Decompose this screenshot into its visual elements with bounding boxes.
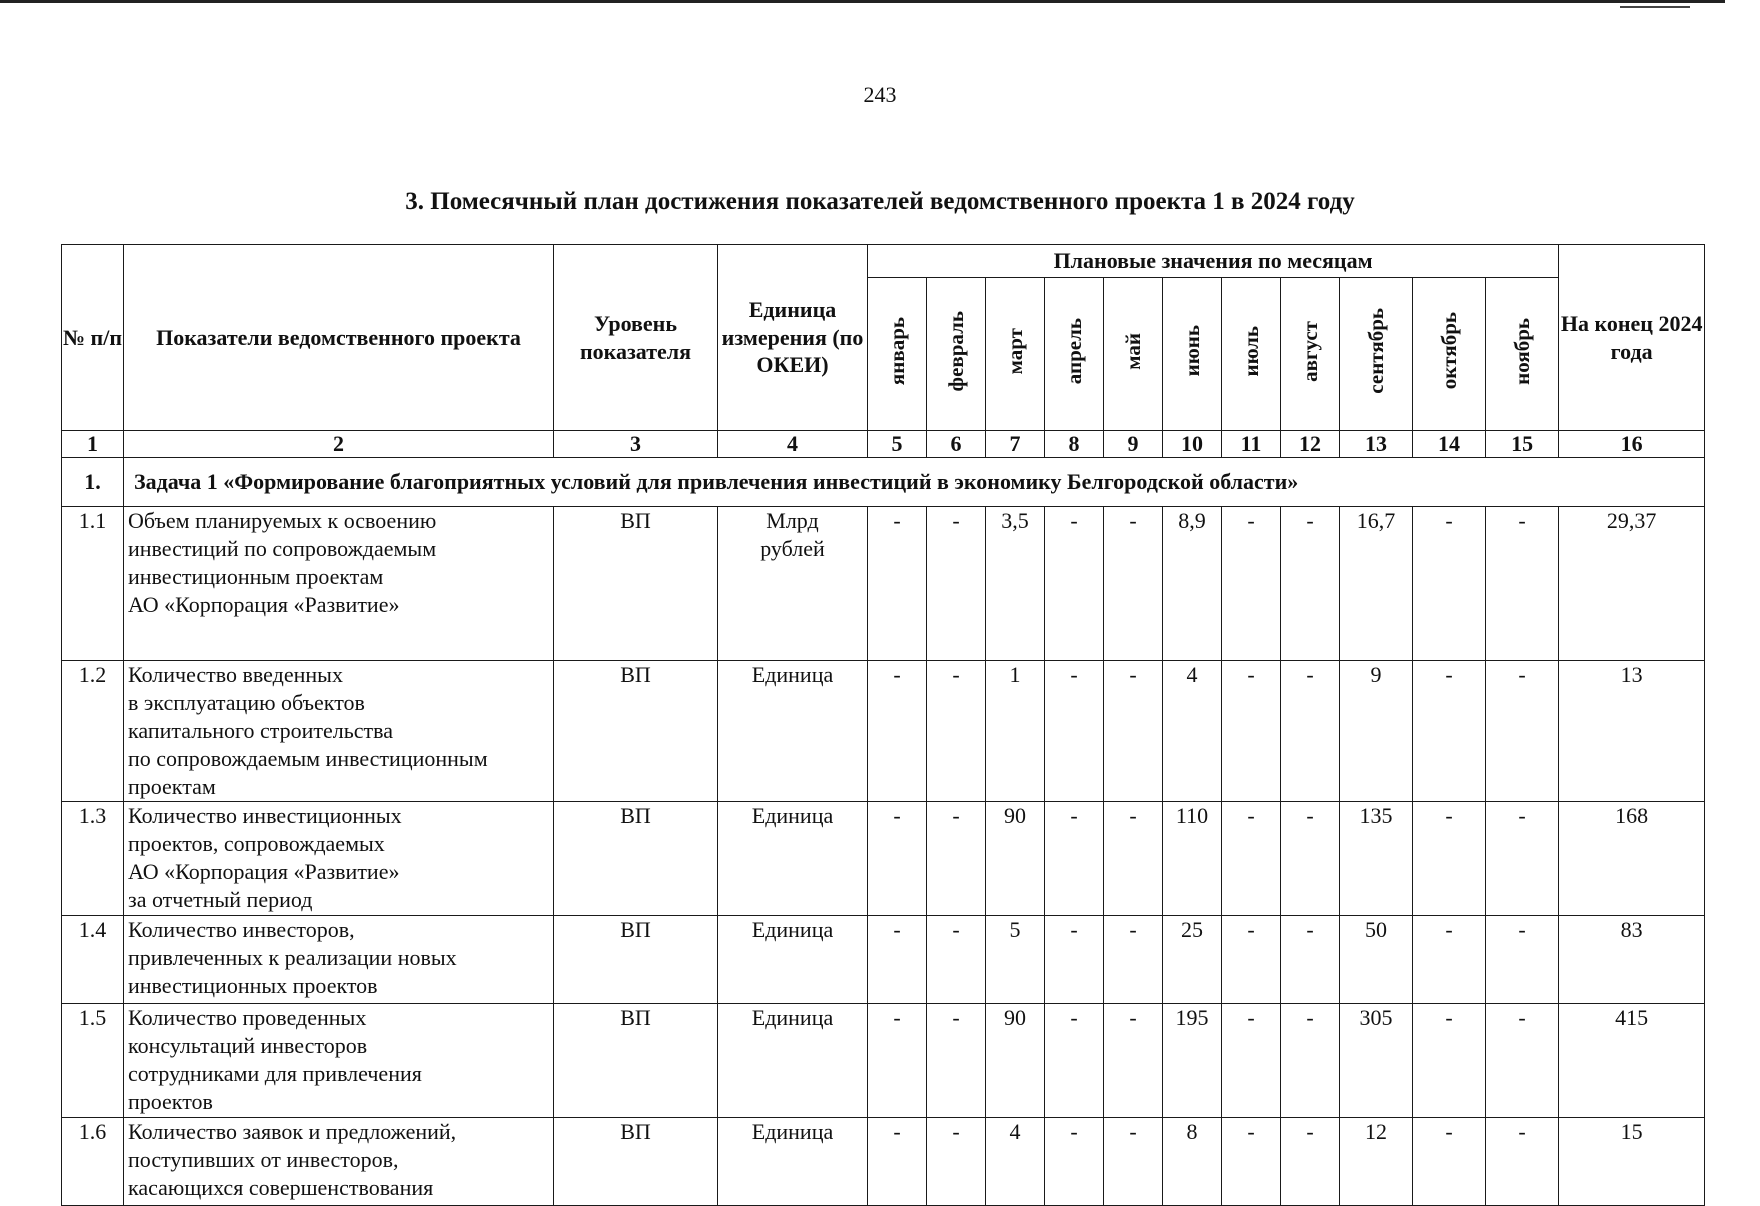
month-value: -	[1104, 802, 1163, 916]
indicator-name-line: в эксплуатацию объектов	[128, 690, 365, 715]
year-end-value: 15	[1559, 1118, 1705, 1206]
unit-line: Млрд	[766, 508, 819, 533]
month-value: 90	[986, 802, 1045, 916]
indicator-name-line: Объем планируемых к освоению	[128, 508, 437, 533]
month-value: -	[868, 507, 927, 661]
column-number: 14	[1413, 431, 1486, 458]
month-value: -	[1104, 507, 1163, 661]
month-value: -	[927, 507, 986, 661]
column-number: 12	[1281, 431, 1340, 458]
indicator-name-line: инвестиционных проектов	[128, 973, 378, 998]
unit-line: Единица	[751, 803, 834, 828]
task-number: 1.	[62, 458, 124, 507]
month-value: -	[1104, 661, 1163, 802]
header-unit: Единица измерения (по ОКЕИ)	[718, 245, 868, 431]
header-month-label: июль	[1238, 325, 1263, 377]
indicator-level: ВП	[554, 802, 718, 916]
month-value: -	[927, 802, 986, 916]
table-row	[62, 661, 1705, 802]
unit	[718, 802, 868, 916]
month-value: -	[868, 802, 927, 916]
unit-line: Единица	[751, 1005, 834, 1030]
year-end-value: 168	[1559, 802, 1705, 916]
indicator-name-line: проектам	[128, 774, 216, 799]
indicator-level: ВП	[554, 661, 718, 802]
table-row	[62, 1118, 1705, 1206]
table-row	[62, 1004, 1705, 1118]
month-value: -	[1486, 1118, 1559, 1206]
header-month	[868, 278, 927, 431]
month-value: -	[1222, 661, 1281, 802]
top-scan-rule	[0, 0, 1725, 3]
month-value: 135	[1340, 802, 1413, 916]
indicator-name	[124, 1004, 554, 1118]
row-number: 1.4	[62, 916, 124, 1004]
header-month	[1413, 278, 1486, 431]
month-value: 8	[1163, 1118, 1222, 1206]
month-value: -	[1045, 661, 1104, 802]
indicator-name	[124, 802, 554, 916]
month-value: -	[1045, 916, 1104, 1004]
indicator-name-line: привлеченных к реализации новых	[128, 945, 457, 970]
column-number: 6	[927, 431, 986, 458]
year-end-value: 29,37	[1559, 507, 1705, 661]
column-number: 9	[1104, 431, 1163, 458]
table-row	[62, 916, 1705, 1004]
month-value: -	[1281, 916, 1340, 1004]
indicator-name-line: Количество проведенных	[128, 1005, 367, 1030]
month-value: -	[1045, 507, 1104, 661]
month-value: -	[1104, 1004, 1163, 1118]
year-end-value: 83	[1559, 916, 1705, 1004]
indicator-name-line: капитального строительства	[128, 718, 394, 743]
table-row	[62, 507, 1705, 661]
unit	[718, 1004, 868, 1118]
header-month	[1163, 278, 1222, 431]
indicator-name-line: поступивших от инвесторов,	[128, 1147, 399, 1172]
month-value: -	[868, 916, 927, 1004]
indicator-name-line: инвестиций по сопровождаемым	[128, 536, 437, 561]
page-number: 243	[863, 82, 897, 107]
month-value: -	[1104, 1118, 1163, 1206]
indicator-name-line: Количество введенных	[128, 662, 343, 687]
indicator-name-line: сотрудниками для привлечения	[128, 1061, 422, 1086]
month-value: -	[1413, 507, 1486, 661]
month-value: -	[1222, 1118, 1281, 1206]
month-value: -	[1413, 916, 1486, 1004]
indicator-name-line: инвестиционным проектам	[128, 564, 384, 589]
month-value: 1	[986, 661, 1045, 802]
indicator-name-line: АО «Корпорация «Развитие»	[128, 592, 400, 617]
header-month	[1045, 278, 1104, 431]
month-value: -	[1413, 1004, 1486, 1118]
indicator-name-line: за отчетный период	[128, 887, 313, 912]
month-value: -	[1222, 802, 1281, 916]
column-number: 1	[62, 431, 124, 458]
indicator-name-line: Количество инвесторов,	[128, 917, 355, 942]
month-value: -	[1486, 802, 1559, 916]
month-value: -	[927, 916, 986, 1004]
month-value: 3,5	[986, 507, 1045, 661]
month-value: -	[1104, 916, 1163, 1004]
indicator-name-line: по сопровождаемым инвестиционным	[128, 746, 488, 771]
column-number: 5	[868, 431, 927, 458]
header-month-label: март	[1002, 327, 1027, 375]
indicator-level: ВП	[554, 916, 718, 1004]
indicator-name	[124, 661, 554, 802]
header-indicators: Показатели ведомственного проекта	[124, 245, 554, 431]
column-number: 7	[986, 431, 1045, 458]
year-end-value: 415	[1559, 1004, 1705, 1118]
month-value: -	[1222, 916, 1281, 1004]
month-value: -	[868, 1004, 927, 1118]
header-month-label: май	[1120, 332, 1145, 370]
header-month-label: апрель	[1061, 317, 1086, 385]
header-plan-group: Плановые значения по месяцам	[868, 245, 1559, 278]
column-number: 2	[124, 431, 554, 458]
month-value: -	[868, 661, 927, 802]
task-title: Задача 1 «Формирование благоприятных условий для привлечения инвестиций в экономику Белгородской области»	[124, 458, 1705, 507]
indicator-level: ВП	[554, 507, 718, 661]
row-number: 1.2	[62, 661, 124, 802]
column-number: 16	[1559, 431, 1705, 458]
month-value: -	[1486, 916, 1559, 1004]
month-value: 4	[986, 1118, 1045, 1206]
month-value: -	[1045, 1118, 1104, 1206]
month-value: -	[1281, 507, 1340, 661]
row-number: 1.3	[62, 802, 124, 916]
indicator-name-line: АО «Корпорация «Развитие»	[128, 859, 400, 884]
indicator-name-line: Количество заявок и предложений,	[128, 1119, 457, 1144]
header-month-label: август	[1297, 320, 1322, 382]
header-level: Уровень показателя	[554, 245, 718, 431]
month-value: -	[1281, 802, 1340, 916]
unit	[718, 661, 868, 802]
month-value: 305	[1340, 1004, 1413, 1118]
month-value: -	[927, 1004, 986, 1118]
header-month	[1281, 278, 1340, 431]
month-value: -	[1045, 802, 1104, 916]
row-number: 1.1	[62, 507, 124, 661]
header-month-label: июнь	[1179, 325, 1204, 377]
header-month	[986, 278, 1045, 431]
indicator-name	[124, 916, 554, 1004]
header-month	[1104, 278, 1163, 431]
month-value: -	[1486, 1004, 1559, 1118]
header-num: № п/п	[62, 245, 124, 431]
month-value: 50	[1340, 916, 1413, 1004]
month-value: -	[1281, 1004, 1340, 1118]
month-value: -	[1281, 1118, 1340, 1206]
month-value: -	[1413, 802, 1486, 916]
month-value: -	[927, 1118, 986, 1206]
indicator-name	[124, 1118, 554, 1206]
unit	[718, 507, 868, 661]
header-year-end: На конец 2024 года	[1559, 245, 1705, 431]
unit-line: рублей	[760, 536, 825, 561]
column-number: 13	[1340, 431, 1413, 458]
column-number-row	[62, 431, 1705, 458]
indicator-level: ВП	[554, 1118, 718, 1206]
indicator-name-line: проектов, сопровождаемых	[128, 831, 385, 856]
column-number: 8	[1045, 431, 1104, 458]
month-value: 12	[1340, 1118, 1413, 1206]
table-row	[62, 802, 1705, 916]
month-value: 25	[1163, 916, 1222, 1004]
top-scan-rule-right	[1620, 6, 1690, 8]
column-number: 11	[1222, 431, 1281, 458]
month-value: 5	[986, 916, 1045, 1004]
unit	[718, 1118, 868, 1206]
header-month-label: январь	[884, 316, 909, 386]
row-number: 1.5	[62, 1004, 124, 1118]
month-value: 110	[1163, 802, 1222, 916]
unit-line: Единица	[751, 917, 834, 942]
header-month	[1222, 278, 1281, 431]
month-value: -	[1486, 507, 1559, 661]
column-number: 10	[1163, 431, 1222, 458]
month-value: 16,7	[1340, 507, 1413, 661]
header-month-label: октябрь	[1436, 312, 1461, 390]
indicator-name-line: консультаций инвесторов	[128, 1033, 368, 1058]
column-number: 15	[1486, 431, 1559, 458]
month-value: 195	[1163, 1004, 1222, 1118]
month-value: -	[1281, 661, 1340, 802]
header-month-label: февраль	[943, 310, 968, 392]
month-value: -	[1486, 661, 1559, 802]
year-end-value: 13	[1559, 661, 1705, 802]
indicator-level: ВП	[554, 1004, 718, 1118]
month-value: 4	[1163, 661, 1222, 802]
unit-line: Единица	[751, 662, 834, 687]
indicator-name	[124, 507, 554, 661]
month-value: 9	[1340, 661, 1413, 802]
row-number: 1.6	[62, 1118, 124, 1206]
unit-line: Единица	[751, 1119, 834, 1144]
header-month	[1486, 278, 1559, 431]
header-month-label: ноябрь	[1509, 317, 1534, 385]
month-value: -	[1413, 1118, 1486, 1206]
indicator-name-line: проектов	[128, 1089, 213, 1114]
month-value: -	[927, 661, 986, 802]
header-month	[927, 278, 986, 431]
month-value: -	[1413, 661, 1486, 802]
unit	[718, 916, 868, 1004]
column-number: 3	[554, 431, 718, 458]
month-value: -	[1222, 507, 1281, 661]
month-value: 8,9	[1163, 507, 1222, 661]
column-number: 4	[718, 431, 868, 458]
header-month	[1340, 278, 1413, 431]
indicator-name-line: Количество инвестиционных	[128, 803, 402, 828]
month-value: -	[868, 1118, 927, 1206]
task-row	[62, 458, 1705, 507]
header-month-label: сентябрь	[1363, 308, 1388, 394]
indicator-name-line: касающихся совершенствования	[128, 1175, 434, 1200]
monthly-plan-table	[61, 244, 1705, 1206]
document-title: 3. Помесячный план достижения показателей ведомственного проекта 1 в 2024 году	[405, 188, 1355, 215]
month-value: -	[1222, 1004, 1281, 1118]
month-value: -	[1045, 1004, 1104, 1118]
month-value: 90	[986, 1004, 1045, 1118]
